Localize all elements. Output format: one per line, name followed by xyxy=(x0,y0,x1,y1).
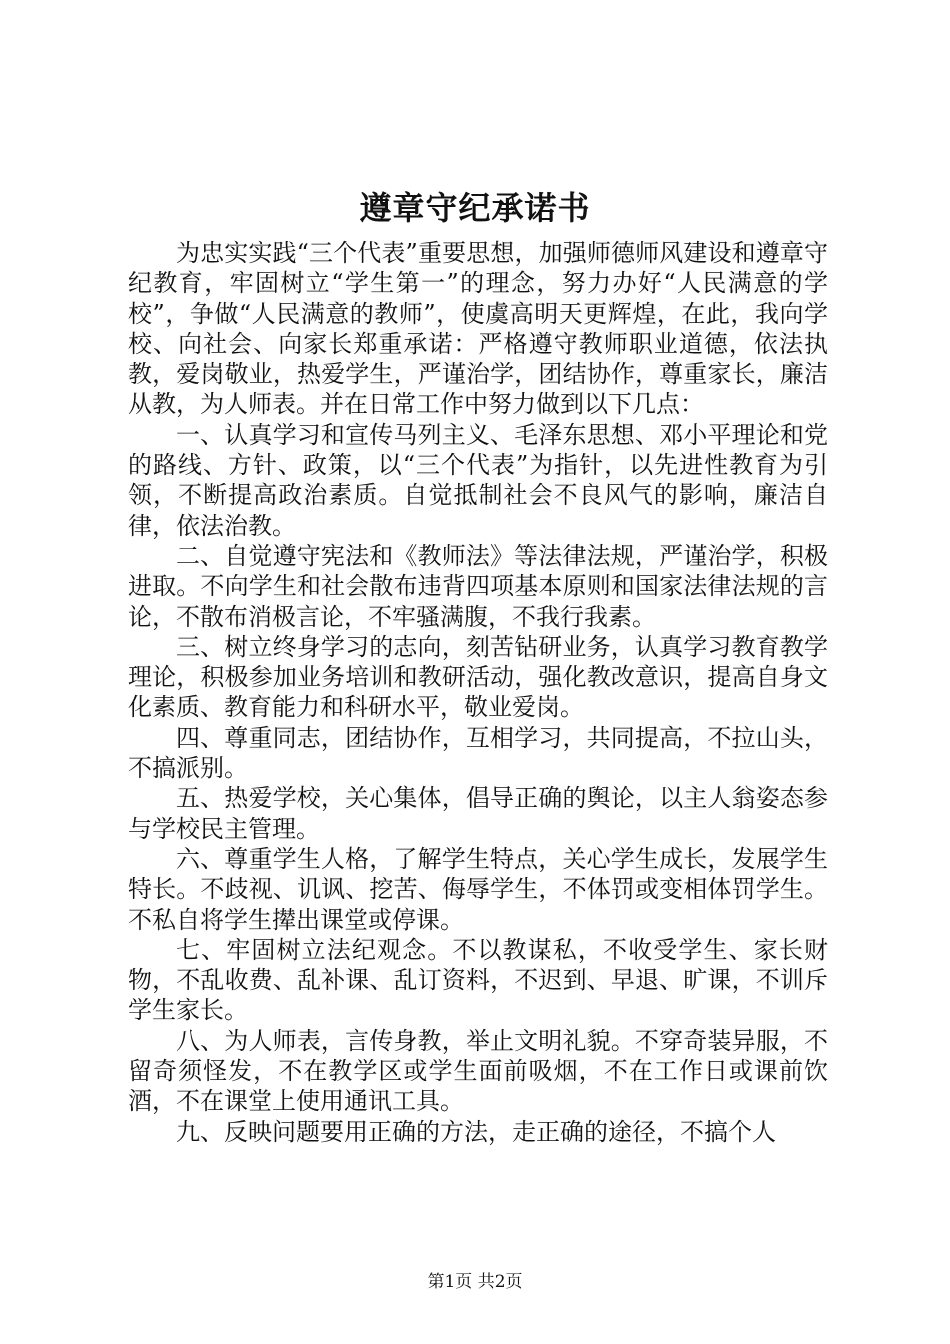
paragraph-item-8: 八、为人师表，言传身教，举止文明礼貌。不穿奇装异服，不留奇须怪发，不在教学区或学生面前吸烟，不在工作日或课前饮酒，不在课堂上使用通讯工具。 xyxy=(128,1026,828,1116)
page-number-footer: 第1页 共2页 xyxy=(427,1272,523,1292)
paragraph-item-7: 七、牢固树立法纪观念。不以教谋私，不收受学生、家长财物，不乱收费、乱补课、乱订资料，不迟到、早退、旷课，不训斥学生家长。 xyxy=(128,935,828,1025)
paragraph-item-2: 二、自觉遵守宪法和《教师法》等法律法规，严谨治学，积极进取。不向学生和社会散布违背四项基本原则和国家法律法规的言论，不散布消极言论，不牢骚满腹，不我行我素。 xyxy=(128,541,828,631)
paragraph-item-4: 四、尊重同志，团结协作，互相学习，共同提高，不拉山头，不搞派别。 xyxy=(128,723,828,783)
paragraph-item-1: 一、认真学习和宣传马列主义、毛泽东思想、邓小平理论和党的路线、方针、政策，以“三个代表”为指针，以先进性教育为引领，不断提高政治素质。自觉抵制社会不良风气的影响，廉洁自律，依法治教。 xyxy=(128,420,828,540)
paragraph-intro: 为忠实实践“三个代表”重要思想，加强师德师风建设和遵章守纪教育，牢固树立“学生第一”的理念，努力办好“人民满意的学校”，争做“人民满意的教师”，使虞高明天更辉煌，在此，我向学校、向社会、向家长郑重承诺：严格遵守教师职业道德，依法执教，爱岗敬业，热爱学生，严谨治学，团结协作，尊重家长，廉洁从教，为人师表。并在日常工作中努力做到以下几点： xyxy=(128,239,828,419)
paragraph-item-3: 三、树立终身学习的志向，刻苦钻研业务，认真学习教育教学理论，积极参加业务培训和教研活动，强化教改意识，提高自身文化素质、教育能力和科研水平，敬业爱岗。 xyxy=(128,632,828,722)
document-title: 遵章守纪承诺书 xyxy=(359,189,591,227)
paragraph-item-5: 五、热爱学校，关心集体，倡导正确的舆论，以主人翁姿态参与学校民主管理。 xyxy=(128,784,828,843)
paragraph-item-6: 六、尊重学生人格，了解学生特点，关心学生成长，发展学生特长。不歧视、讥讽、挖苦、侮辱学生，不体罚或变相体罚学生。不私自将学生撵出课堂或停课。 xyxy=(128,844,828,934)
document-body xyxy=(128,238,828,1147)
paragraph-item-9: 九、反映问题要用正确的方法，走正确的途径，不搞个人 xyxy=(176,1117,776,1146)
